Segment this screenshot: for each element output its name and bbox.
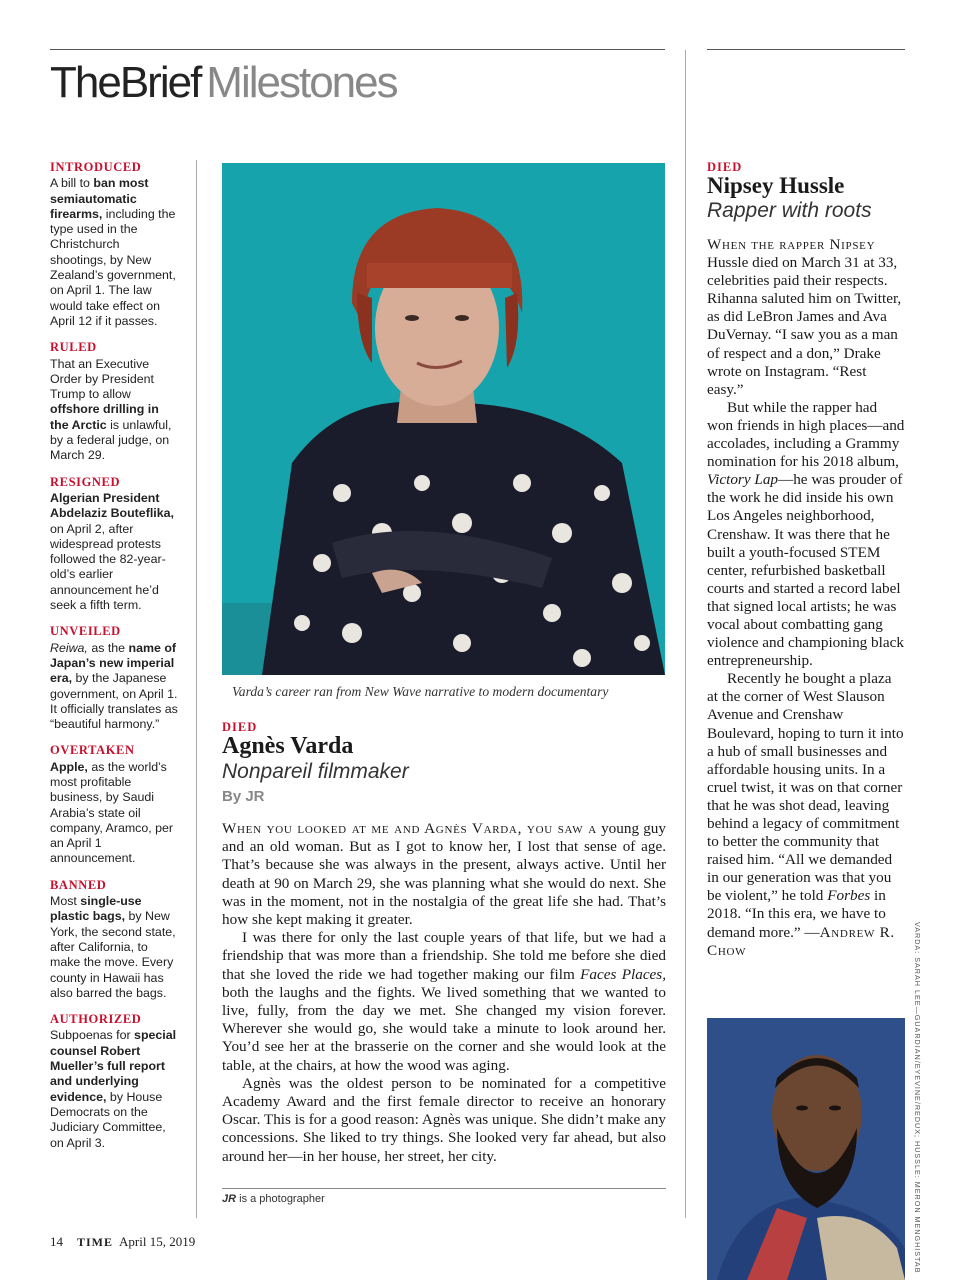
page-number: 14: [50, 1234, 63, 1249]
varda-byline: By JR: [222, 788, 265, 805]
brief-tag: RESIGNED: [50, 474, 121, 489]
magazine-name: TIME: [77, 1235, 114, 1249]
header-rule-left: [50, 49, 665, 50]
varda-photo-caption: Varda’s career ran from New Wave narrative to modern documentary: [232, 684, 609, 699]
photo-credit: VARDA: SARAH LEE—GUARDIAN/EYEVINE/REDUX; HUSSLE: MERON MENGHISTAB: [913, 922, 922, 1274]
varda-portrait-illustration: [222, 163, 665, 675]
author-credit: JR is a photographer: [222, 1193, 325, 1205]
milestones-briefs: [50, 160, 178, 1162]
brief-item: AUTHORIZED Subpoenas for special counsel Robert Mueller’s full report and underlying evidence, by House Democrats on the Judiciary Committee, on April 3.: [50, 1012, 177, 1150]
hussle-portrait: [707, 1018, 905, 1280]
paragraph: Recently he bought a plaza at the corner of West Slauson Avenue and Crenshaw Boulevard, hoping to turn it into a hub of small businesses and affordable housing units. In a cruel twist, it was on that corner that he was shot dead, leaving behind a legacy of commitment to better the community that raised him. “All we demanded in our generation was that you be violent,” he told Forbes in 2018. “In this era, we have to demand more.” —Andrew R. Chow: [707, 670, 904, 959]
page-title: TheBrief Milestones: [50, 58, 397, 107]
hussle-kicker: DIED: [707, 160, 743, 174]
paragraph: When you looked at me and Agnès Varda, you saw a young guy and an old woman. But as I got to know her, I lost that sense of age. That’s because she was always in the present, always active. Until her death at 90 on March 29, she was planning what she would do next. She was in the moment, not in the nostalgia of the great life she had. That’s how she kept making it greater.: [222, 820, 666, 929]
hussle-name: Nipsey Hussle: [707, 173, 845, 198]
brief-tag: RULED: [50, 340, 97, 355]
hussle-subtitle: Rapper with roots: [707, 199, 872, 222]
brief-tag: AUTHORIZED: [50, 1012, 142, 1027]
article-end-rule: [222, 1188, 666, 1189]
brief-tag: OVERTAKEN: [50, 743, 135, 758]
brief-item: RULED That an Executive Order by President Trump to allow offshore drilling in the Arctic is unlawful, by a federal judge, on March 29.: [50, 340, 178, 463]
column-divider-left: [196, 160, 197, 1218]
varda-subtitle: Nonpareil filmmaker: [222, 760, 409, 783]
brief-tag: UNVEILED: [50, 624, 121, 639]
brief-tag: BANNED: [50, 877, 107, 892]
varda-kicker: DIED: [222, 720, 258, 734]
brief-item: INTRODUCED A bill to ban most semiautomatic firearms, including the type used in the Christchurch shootings, by New Zealand’s government, on April 1. The law would take effect on April 12 if it passes.: [50, 160, 178, 329]
hussle-article-body: [707, 236, 905, 960]
paragraph: Agnès was the oldest person to be nominated for a competitive Academy Award and the first female director to receive an honorary Oscar. This is for a good reason: Agnès was unique. She didn’t make any concessions. She liked to try things. She looked very far ahead, but also around her—in her house, her street, her city.: [222, 1074, 666, 1165]
brief-item: UNVEILED Reiwa, as the name of Japan’s new imperial era, by the Japanese government, on April 1. It officially translates as “beautiful harmony.”: [50, 624, 178, 732]
page-footer: [50, 1234, 195, 1250]
brief-item: OVERTAKEN Apple, as the world’s most profitable business, by Saudi Arabia’s state oil company, Aramco, per an April 1 announcement.: [50, 743, 178, 866]
column-divider-right: [685, 50, 686, 1218]
brief-item: RESIGNED Algerian President Abdelaziz Bouteflika, on April 2, after widespread protests followed the 82-year-old’s earlier announcement he’d seek a fifth term.: [50, 475, 178, 614]
varda-article-body: [222, 820, 666, 1166]
issue-date: April 15, 2019: [119, 1234, 196, 1249]
varda-portrait: [222, 163, 665, 675]
varda-name: Agnès Varda: [222, 733, 354, 759]
paragraph: I was there for only the last couple years of that life, but we had a friendship that was more than a friendship. She told me before she died that she loved the ride we had together making our film Faces Places, both the laughs and the fights. We lived something that we wanted to live, fully, from the day we met. She changed my vision forever. Wherever she would go, she would take a minute to look around her. You’d see her at the brasserie on the corner and she would look at the table, at the chairs, at how the wood was aging.: [222, 929, 667, 1074]
paragraph: But while the rapper had won friends in high places—and accolades, including a Grammy nomination for his 2018 album, Victory Lap—he was prouder of the work he did inside his own Los Angeles neighborhood, Crenshaw. It was there that he built a youth-focused STEM center, refurbished basketball courts and started a record label that signed local artists; he was vocal about combatting gang violence and championing black entrepreneurship.: [707, 398, 905, 670]
header-rule-right: [707, 49, 905, 50]
brief-item: BANNED Most single-use plastic bags, by New York, the second state, after California, to make the move. Every county in Hawaii has also barred the bags.: [50, 878, 178, 1001]
brief-tag: INTRODUCED: [50, 160, 142, 174]
paragraph: When the rapper Nipsey Hussle died on March 31 at 33, celebrities paid their respects. Rihanna saluted him on Twitter, as did LeBron James and Ava DuVernay. “I saw you as a man of respect and a don,” Drake wrote on Instagram. “Rest easy.”: [707, 236, 902, 398]
hussle-portrait-illustration: [707, 1018, 905, 1280]
